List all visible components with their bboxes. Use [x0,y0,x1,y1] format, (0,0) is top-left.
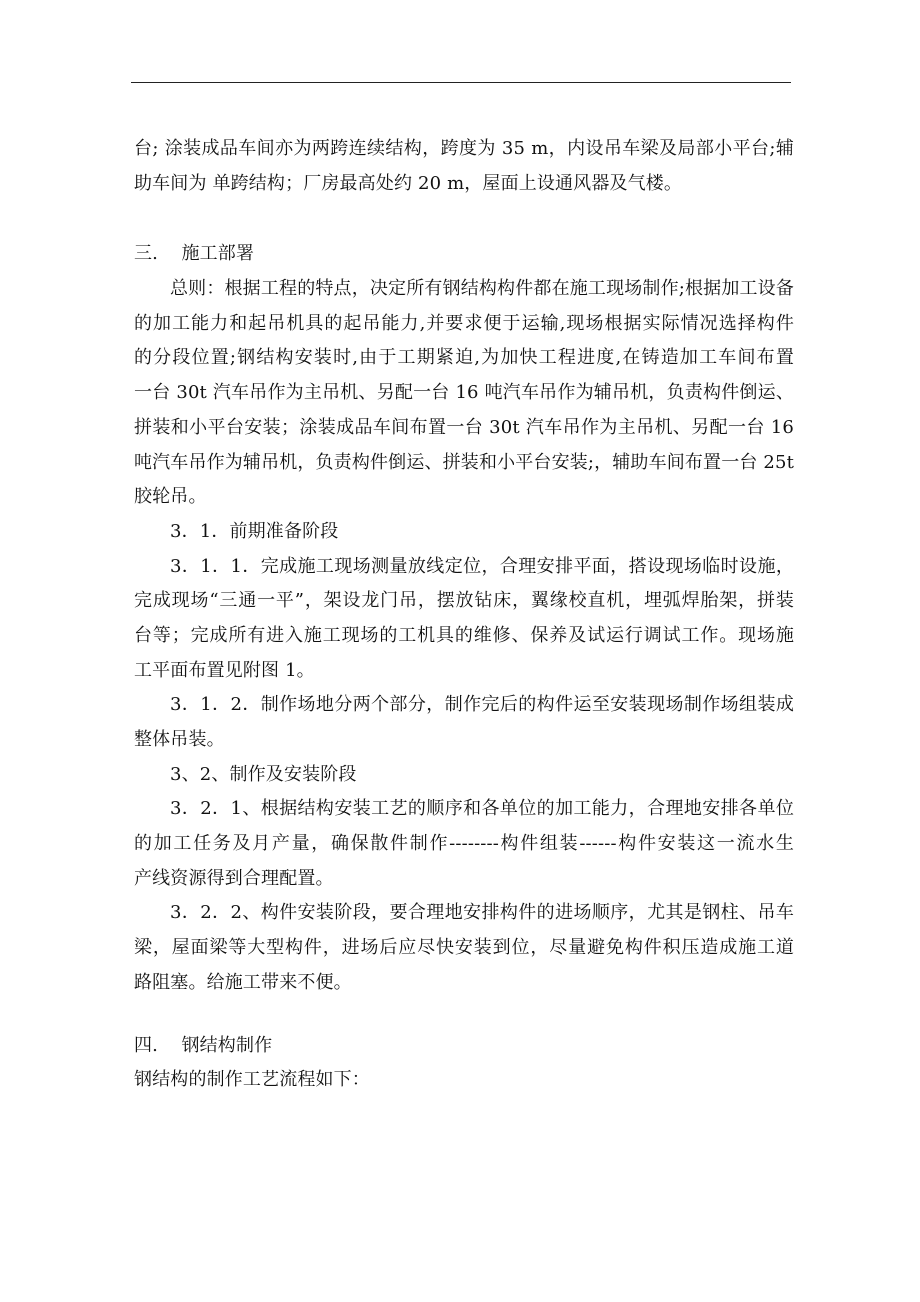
header-rule [131,82,791,83]
paragraph-line: 3．2．2、构件安装阶段，要合理地安排构件的进场顺序，尤其是钢柱、吊车 [170,902,794,924]
paragraph-line: 拼装和小平台安装；涂装成品车间布置一台 30t 汽车吊作为主吊机、另配一台 16 [134,416,794,438]
paragraph-line: 产线资源得到合理配置。 [134,867,334,889]
paragraph-line: 梁，屋面梁等大型构件，进场后应尽快安装到位，尽量避免构件积压造成施工道 [134,937,794,959]
paragraph-line: 3．1．2．制作场地分两个部分，制作完后的构件运至安装现场制作场组装成 [170,694,794,716]
paragraph-line: 吨汽车吊作为辅吊机，负责构件倒运、拼装和小平台安装;，辅助车间布置一台 25t [134,451,794,473]
item-3-2-1-paragraph [134,792,794,896]
paragraph-line: 的加工任务及月产量，确保散件制作--------构件组装------构件安装这一流水生 [134,833,794,855]
section-3-heading: 三. 施工部署 [134,243,255,265]
section-4-intro: 钢结构的制作工艺流程如下： [134,1069,370,1091]
section-4-heading: 四. 钢结构制作 [134,1034,273,1056]
paragraph-line: 3．1．1．完成施工现场测量放线定位，合理安排平面，搭设现场临时设施， [170,555,794,577]
paragraph-line: 的加工能力和起吊机具的起吊能力,并要求便于运输,现场根据实际情况选择构件 [134,312,794,334]
intro-line: 助车间为 单跨结构；厂房最高处约 20 m，屋面上设通风器及气楼。 [134,172,683,194]
paragraph-line: 一台 30t 汽车吊作为主吊机、另配一台 16 吨汽车吊作为辅吊机，负责构件倒运、 [134,382,794,404]
document-body [134,132,794,1098]
section-3-general-paragraph [134,272,794,515]
item-3-1-2-paragraph [134,688,794,757]
paragraph-line: 完成现场“三通一平”，架设龙门吊，摆放钻床，翼缘校直机，埋弧焊胎架，拼装 [134,590,794,612]
paragraph-line: 3．2．1、根据结构安装工艺的顺序和各单位的加工能力，合理地安排各单位 [170,798,794,820]
paragraph-line: 胶轮吊。 [134,486,207,508]
intro-line: 台; 涂装成品车间亦为两跨连续结构，跨度为 35 m，内设吊车梁及局部小平台;辅 [134,138,794,159]
paragraph-line: 的分段位置;钢结构安装时,由于工期紧迫,为加快工程进度,在铸造加工车间布置 [134,347,794,369]
paragraph-line: 总则：根据工程的特点，决定所有钢结构构件都在施工现场制作;根据加工设备 [170,278,794,300]
item-3-2-2-paragraph [134,896,794,1000]
paragraph-line: 工平面布置见附图 1。 [134,659,315,681]
item-3-1-1-paragraph [134,550,794,689]
subsection-3-1-heading: 3．1．前期准备阶段 [170,520,339,542]
subsection-3-2-heading: 3、2、制作及安装阶段 [170,763,357,785]
paragraph-line: 整体吊装。 [134,729,225,750]
paragraph-line: 路阻塞。给施工带来不便。 [134,971,352,993]
paragraph-line: 台等；完成所有进入施工现场的工机具的维修、保养及试运行调试工作。现场施 [134,624,794,646]
